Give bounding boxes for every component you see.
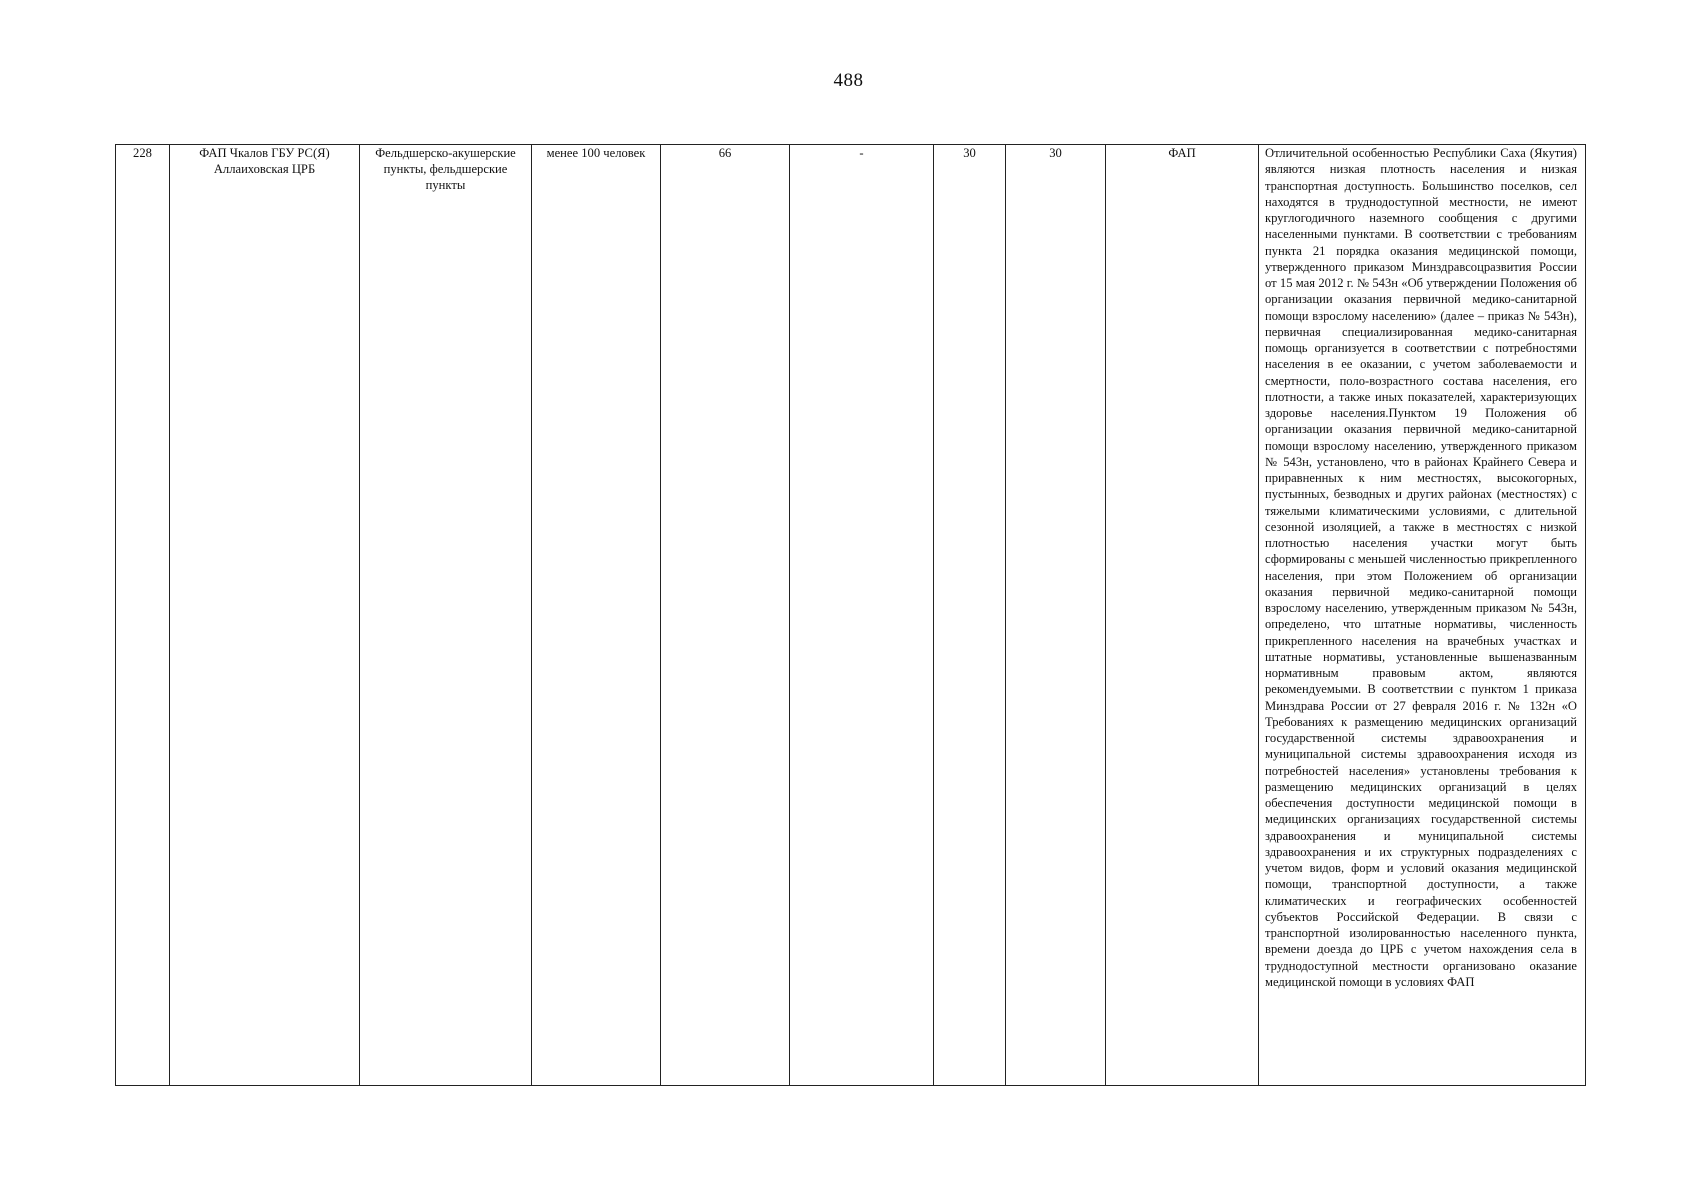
facility-name-cell: ФАП Чкалов ГБУ РС(Я) Аллаиховская ЦРБ	[170, 145, 360, 1086]
row-number-cell: 228	[116, 145, 170, 1086]
value-cell-4: 30	[1006, 145, 1106, 1086]
form-cell: ФАП	[1106, 145, 1259, 1086]
value-cell-2: -	[790, 145, 934, 1086]
facility-type-cell: Фельдшерско-акушерские пункты, фельдшерские пункты	[360, 145, 532, 1086]
value-cell-3: 30	[934, 145, 1006, 1086]
registry-table	[115, 144, 1586, 1086]
value-cell-1: 66	[661, 145, 790, 1086]
population-cell: менее 100 человек	[532, 145, 661, 1086]
justification-cell: Отличительной особенностью Республики Саха (Якутия) являются низкая плотность населения и низкая транспортная доступность. Большинство поселков, сел находятся в труднодоступной местности, не имеют круглогодичного наземного сообщения с другими населенными пунктами. В соответствии с требованиям пункта 21 порядка оказания медицинской помощи, утвержденного приказом Минздравсоцразвития России от 15 мая 2012 г. № 543н «Об утверждении Положения об организации оказания первичной медико-санитарной помощи взрослому населению» (далее – приказ № 543н), первичная специализированная медико-санитарная помощь организуется в соответствии с потребностями населения в ее оказании, с учетом заболеваемости и смертности, поло-возрастного состава населения, его плотности, а также иных показателей, характеризующих здоровье населения.Пунктом 19 Положения об организации оказания первичной медико-санитарной помощи взрослому населению, утвержденного приказом № 543н, установлено, что в районах Крайнего Севера и приравненных к ним местностях, высокогорных, пустынных, безводных и других районах (местностях) с тяжелыми климатическими условиями, с длительной сезонной изоляцией, а также в местностях с низкой плотностью населения участки могут быть сформированы с меньшей численностью прикрепленного населения, при этом Положением об организации оказания первичной медико-санитарной помощи взрослому населению, утвержденным приказом № 543н, определено, что штатные нормативы, численность прикрепленного населения на врачебных участках и штатные нормативы, установленные вышеназванным нормативным правовым актом, являются рекомендуемыми. В соответствии с пунктом 1 приказа Минздрава России от 27 февраля 2016 г. № 132н «О Требованиях к размещению медицинских организаций государственной системы здравоохранения и муниципальной системы здравоохранения исходя из потребностей населения» установлены требования к размещению медицинских организаций в целях обеспечения доступности медицинской помощи в медицинских организациях государственной системы здравоохранения и муниципальной системы здравоохранения и их структурных подразделениях с учетом видов, форм и условий оказания медицинской помощи, транспортной доступности, а также климатических и географических особенностей субъектов Российской Федерации. В связи с транспортной изолированностью населенного пункта, времени доезда до ЦРБ с учетом нахождения села в труднодоступной местности организовано оказание медицинской помощи в условиях ФАП	[1259, 145, 1586, 1086]
table-row	[116, 145, 1586, 1086]
page-number: 488	[833, 70, 864, 91]
